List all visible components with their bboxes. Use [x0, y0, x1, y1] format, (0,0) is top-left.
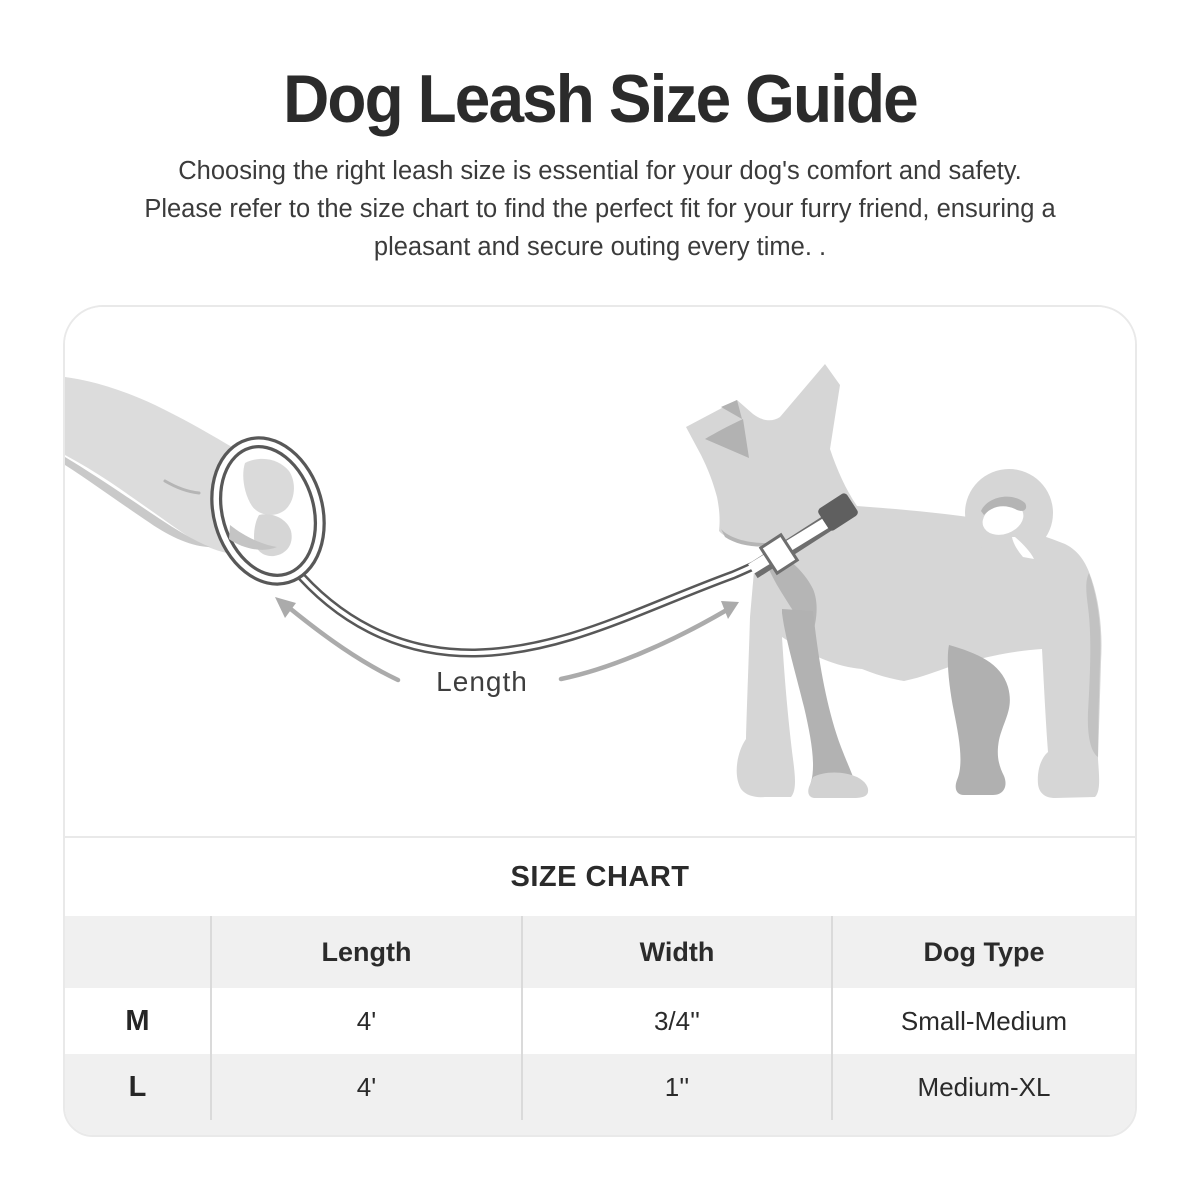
- cell-m-width: 3/4'': [521, 988, 831, 1054]
- guide-card: [63, 305, 1137, 1137]
- intro-line-2: Please refer to the size chart to find the perfect fit for your furry friend, ensuring a: [144, 195, 1056, 223]
- size-chart-title: SIZE CHART: [510, 860, 690, 893]
- cell-l-size: L: [128, 1070, 147, 1103]
- header-cell-length: Length: [210, 916, 521, 988]
- intro-paragraph: [0, 152, 1200, 266]
- arrow-right-icon: [561, 601, 739, 679]
- intro-line-1: Choosing the right leash size is essential for your dog's comfort and safety.: [178, 157, 1022, 185]
- cell-l-width: 1'': [521, 1054, 831, 1120]
- cell-m-dog-type: Small-Medium: [831, 988, 1135, 1054]
- size-chart-header-row: [65, 916, 1135, 988]
- table-row-l: [65, 1054, 1135, 1135]
- cell-m-length: 4': [210, 988, 521, 1054]
- size-chart-table: [65, 916, 1135, 1135]
- leash-illustration-svg: [65, 307, 1135, 836]
- leash-line: [293, 561, 765, 653]
- length-label: Length: [436, 666, 528, 697]
- header-cell-width: Width: [521, 916, 831, 988]
- table-row-m: [65, 988, 1135, 1054]
- leash-illustration: [65, 307, 1135, 838]
- size-chart-title-band: [65, 838, 1135, 916]
- intro-line-3: pleasant and secure outing every time. .: [373, 233, 827, 261]
- header-cell-dog-type: Dog Type: [831, 916, 1135, 988]
- header-cell-size: [65, 916, 210, 988]
- page-title: Dog Leash Size Guide: [283, 61, 917, 137]
- cell-l-length: 4': [210, 1054, 521, 1120]
- cell-m-size: M: [125, 1004, 150, 1037]
- dog-silhouette: [686, 364, 1102, 798]
- cell-l-dog-type: Medium-XL: [831, 1054, 1135, 1120]
